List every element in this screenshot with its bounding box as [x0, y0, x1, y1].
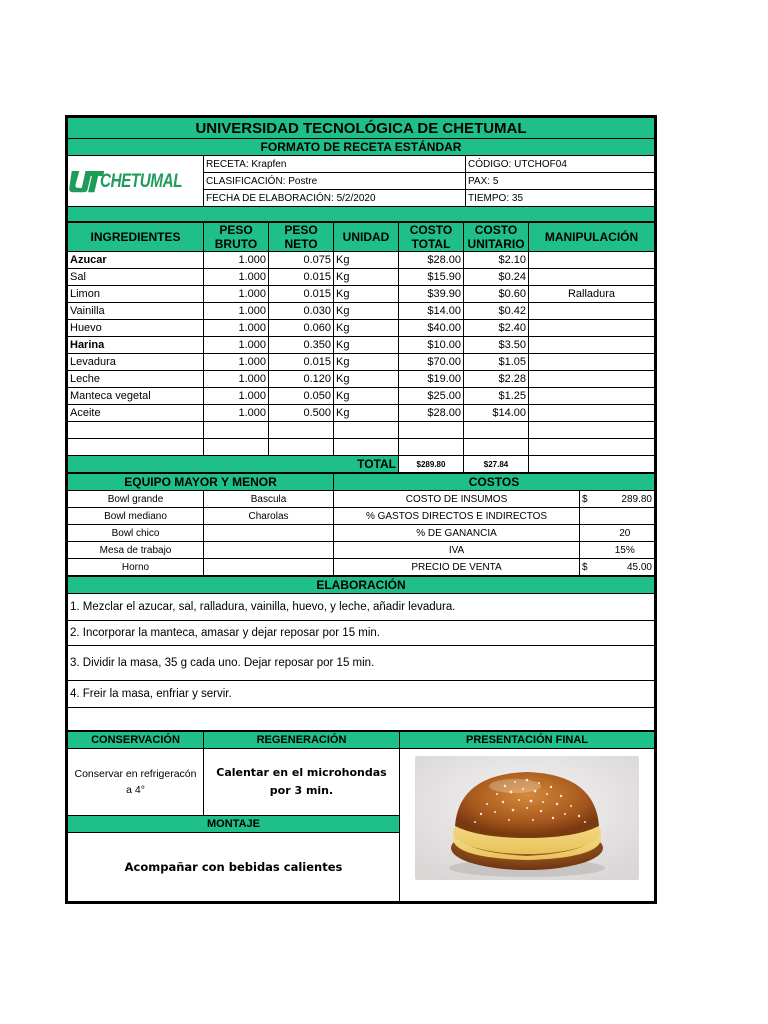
ingredient-costo-unitario: $2.28 — [464, 371, 529, 388]
col-peso-neto: PESO NETO — [269, 223, 334, 252]
ingredient-costo-unitario: $0.24 — [464, 269, 529, 286]
costo-symbol — [580, 508, 596, 525]
costo-symbol — [580, 542, 596, 559]
total-label: TOTAL — [68, 456, 399, 473]
equipo-costos-table — [67, 473, 655, 576]
ingredient-peso-neto: 0.030 — [269, 303, 334, 320]
fecha-field: FECHA DE ELABORACIÓN: 5/2/2020 — [204, 190, 466, 207]
col-peso-bruto: PESO BRUTO — [204, 223, 269, 252]
ingredient-row — [68, 286, 655, 303]
conservacion-text: Conservar en refrigeracón a 4° — [68, 749, 204, 816]
step-empty — [68, 708, 655, 731]
costo-symbol: $ — [580, 559, 596, 576]
ingredient-peso-neto: 0.075 — [269, 252, 334, 269]
ingredient-peso-bruto: 1.000 — [204, 252, 269, 269]
ingredient-peso-bruto: 1.000 — [204, 303, 269, 320]
ingredient-costo-unitario: $0.60 — [464, 286, 529, 303]
equipo-menor: Bascula — [204, 491, 334, 508]
ingredient-name: Manteca vegetal — [68, 388, 204, 405]
montaje-text: Acompañar con bebidas calientes — [68, 833, 400, 902]
university-title: UNIVERSIDAD TECNOLÓGICA DE CHETUMAL — [68, 118, 655, 139]
equipo-menor — [204, 542, 334, 559]
elaboracion-table — [67, 576, 655, 731]
ingredient-unidad: Kg — [334, 286, 399, 303]
krapfen-photo — [415, 756, 639, 880]
ingredient-name: Harina — [68, 337, 204, 354]
recipe-sheet — [65, 115, 657, 904]
equipo-costos-row — [68, 508, 655, 525]
equipo-costos-row — [68, 525, 655, 542]
equipo-menor — [204, 559, 334, 576]
receta-field: RECETA: Krapfen — [204, 156, 466, 173]
ingredient-costo-total: $10.00 — [399, 337, 464, 354]
ingredient-row — [68, 388, 655, 405]
total-costo-unitario: $27.84 — [464, 456, 529, 473]
equipo-mayor: Horno — [68, 559, 204, 576]
presentacion-cell — [400, 749, 655, 902]
elaboracion-step: 1. Mezclar el azucar, sal, ralladura, vainilla, huevo, y leche, añadir levadura. — [68, 594, 655, 621]
ingredient-manipulacion — [529, 320, 655, 337]
ingredient-costo-total: $19.00 — [399, 371, 464, 388]
ingredient-name: Leche — [68, 371, 204, 388]
costo-label: PRECIO DE VENTA — [334, 559, 580, 576]
ingredient-unidad: Kg — [334, 269, 399, 286]
col-manipulacion: MANIPULACIÓN — [529, 223, 655, 252]
ingredient-row-empty — [68, 439, 655, 456]
ingredient-peso-bruto: 1.000 — [204, 388, 269, 405]
costo-value — [596, 508, 655, 525]
ingredient-peso-neto: 0.015 — [269, 354, 334, 371]
ingredient-costo-total: $14.00 — [399, 303, 464, 320]
ingredient-costo-unitario: $1.05 — [464, 354, 529, 371]
spacer-bar — [68, 207, 655, 222]
ingredient-row — [68, 320, 655, 337]
ingredient-costo-total: $39.90 — [399, 286, 464, 303]
ingredient-costo-unitario: $2.40 — [464, 320, 529, 337]
col-unidad: UNIDAD — [334, 223, 399, 252]
ingredient-name: Aceite — [68, 405, 204, 422]
header-table — [67, 117, 655, 222]
equipo-title: EQUIPO MAYOR Y MENOR — [68, 474, 334, 491]
codigo-field: CÓDIGO: UTCHOF04 — [466, 156, 655, 173]
costo-value: 289.80 — [596, 491, 655, 508]
ingredient-peso-neto: 0.060 — [269, 320, 334, 337]
costo-label: % GASTOS DIRECTOS E INDIRECTOS — [334, 508, 580, 525]
total-empty — [529, 456, 655, 473]
costo-label: COSTO DE INSUMOS — [334, 491, 580, 508]
ingredient-costo-total: $28.00 — [399, 252, 464, 269]
ingredient-peso-bruto: 1.000 — [204, 320, 269, 337]
bottom-table — [67, 731, 655, 902]
col-ingredientes: INGREDIENTES — [68, 223, 204, 252]
ingredient-manipulacion — [529, 303, 655, 320]
ingredient-peso-bruto: 1.000 — [204, 405, 269, 422]
regeneracion-text: Calentar en el microhondas por 3 min. — [204, 749, 400, 816]
costo-label: % DE GANANCIA — [334, 525, 580, 542]
ingredient-costo-unitario: $1.25 — [464, 388, 529, 405]
ingredient-manipulacion — [529, 269, 655, 286]
ingredient-manipulacion — [529, 354, 655, 371]
ingredient-peso-bruto: 1.000 — [204, 269, 269, 286]
ingredient-peso-neto: 0.120 — [269, 371, 334, 388]
ingredient-peso-bruto: 1.000 — [204, 371, 269, 388]
elaboracion-step: 4. Freir la masa, enfriar y servir. — [68, 681, 655, 708]
ingredient-name: Limon — [68, 286, 204, 303]
ingredient-peso-neto: 0.500 — [269, 405, 334, 422]
ingredient-manipulacion — [529, 371, 655, 388]
ingredient-unidad: Kg — [334, 320, 399, 337]
ingredient-unidad: Kg — [334, 371, 399, 388]
ingredient-costo-unitario: $14.00 — [464, 405, 529, 422]
elaboracion-title: ELABORACIÓN — [68, 577, 655, 594]
ingredient-costo-unitario: $2.10 — [464, 252, 529, 269]
ut-logo — [68, 156, 204, 207]
ingredient-row — [68, 371, 655, 388]
montaje-title: MONTAJE — [68, 816, 400, 833]
ingredient-row — [68, 269, 655, 286]
logo-text: CHETUMAL — [100, 170, 183, 192]
ingredient-unidad: Kg — [334, 388, 399, 405]
ingredient-costo-total: $28.00 — [399, 405, 464, 422]
ingredient-row — [68, 303, 655, 320]
ingredient-name: Vainilla — [68, 303, 204, 320]
ingredient-name: Levadura — [68, 354, 204, 371]
equipo-menor — [204, 525, 334, 542]
col-costo-unitario: COSTO UNITARIO — [464, 223, 529, 252]
presentacion-title: PRESENTACIÓN FINAL — [400, 732, 655, 749]
costo-value: 45.00 — [596, 559, 655, 576]
ingredient-manipulacion: Ralladura — [529, 286, 655, 303]
ingredient-peso-neto: 0.015 — [269, 286, 334, 303]
regeneracion-title: REGENERACIÓN — [204, 732, 400, 749]
ingredient-costo-total: $25.00 — [399, 388, 464, 405]
tiempo-field: TIEMPO: 35 — [466, 190, 655, 207]
clasificacion-field: CLASIFICACIÓN: Postre — [204, 173, 466, 190]
ingredient-row — [68, 252, 655, 269]
ingredient-costo-total: $15.90 — [399, 269, 464, 286]
equipo-costos-row — [68, 491, 655, 508]
ingredient-row — [68, 354, 655, 371]
ingredient-costo-unitario: $3.50 — [464, 337, 529, 354]
ingredient-unidad: Kg — [334, 303, 399, 320]
ingredient-row-empty — [68, 422, 655, 439]
total-costo-total: $289.80 — [399, 456, 464, 473]
ingredient-unidad: Kg — [334, 405, 399, 422]
elaboracion-step: 3. Dividir la masa, 35 g cada uno. Dejar reposar por 15 min. — [68, 646, 655, 681]
equipo-mayor: Bowl grande — [68, 491, 204, 508]
ingredient-costo-total: $70.00 — [399, 354, 464, 371]
equipo-menor: Charolas — [204, 508, 334, 525]
equipo-mayor: Bowl chico — [68, 525, 204, 542]
equipo-costos-row — [68, 542, 655, 559]
ingredient-name: Sal — [68, 269, 204, 286]
ingredient-costo-unitario: $0.42 — [464, 303, 529, 320]
equipo-mayor: Bowl mediano — [68, 508, 204, 525]
ingredient-name: Azucar — [68, 252, 204, 269]
ingredient-peso-neto: 0.050 — [269, 388, 334, 405]
costo-value: 15% — [596, 542, 655, 559]
ingredient-unidad: Kg — [334, 354, 399, 371]
format-title: FORMATO DE RECETA ESTÁNDAR — [68, 139, 655, 156]
ingredient-peso-neto: 0.015 — [269, 269, 334, 286]
ingredient-manipulacion — [529, 405, 655, 422]
ingredient-peso-bruto: 1.000 — [204, 354, 269, 371]
equipo-costos-row — [68, 559, 655, 576]
costo-symbol — [580, 525, 596, 542]
ingredient-peso-neto: 0.350 — [269, 337, 334, 354]
ingredient-peso-bruto: 1.000 — [204, 337, 269, 354]
ingredient-manipulacion — [529, 388, 655, 405]
equipo-mayor: Mesa de trabajo — [68, 542, 204, 559]
ingredient-peso-bruto: 1.000 — [204, 286, 269, 303]
ingredient-costo-total: $40.00 — [399, 320, 464, 337]
ingredient-row — [68, 337, 655, 354]
ingredient-row — [68, 405, 655, 422]
costo-value: 20 — [596, 525, 655, 542]
costos-title: COSTOS — [334, 474, 655, 491]
pax-field: PAX: 5 — [466, 173, 655, 190]
ingredient-unidad: Kg — [334, 252, 399, 269]
elaboracion-step: 2. Incorporar la manteca, amasar y dejar reposar por 15 min. — [68, 621, 655, 646]
ingredients-table — [67, 222, 655, 473]
ingredient-name: Huevo — [68, 320, 204, 337]
ut-logo-icon — [68, 161, 104, 201]
conservacion-title: CONSERVACIÓN — [68, 732, 204, 749]
costo-symbol: $ — [580, 491, 596, 508]
costo-label: IVA — [334, 542, 580, 559]
ingredient-unidad: Kg — [334, 337, 399, 354]
ingredient-manipulacion — [529, 252, 655, 269]
col-costo-total: COSTO TOTAL — [399, 223, 464, 252]
ingredient-manipulacion — [529, 337, 655, 354]
